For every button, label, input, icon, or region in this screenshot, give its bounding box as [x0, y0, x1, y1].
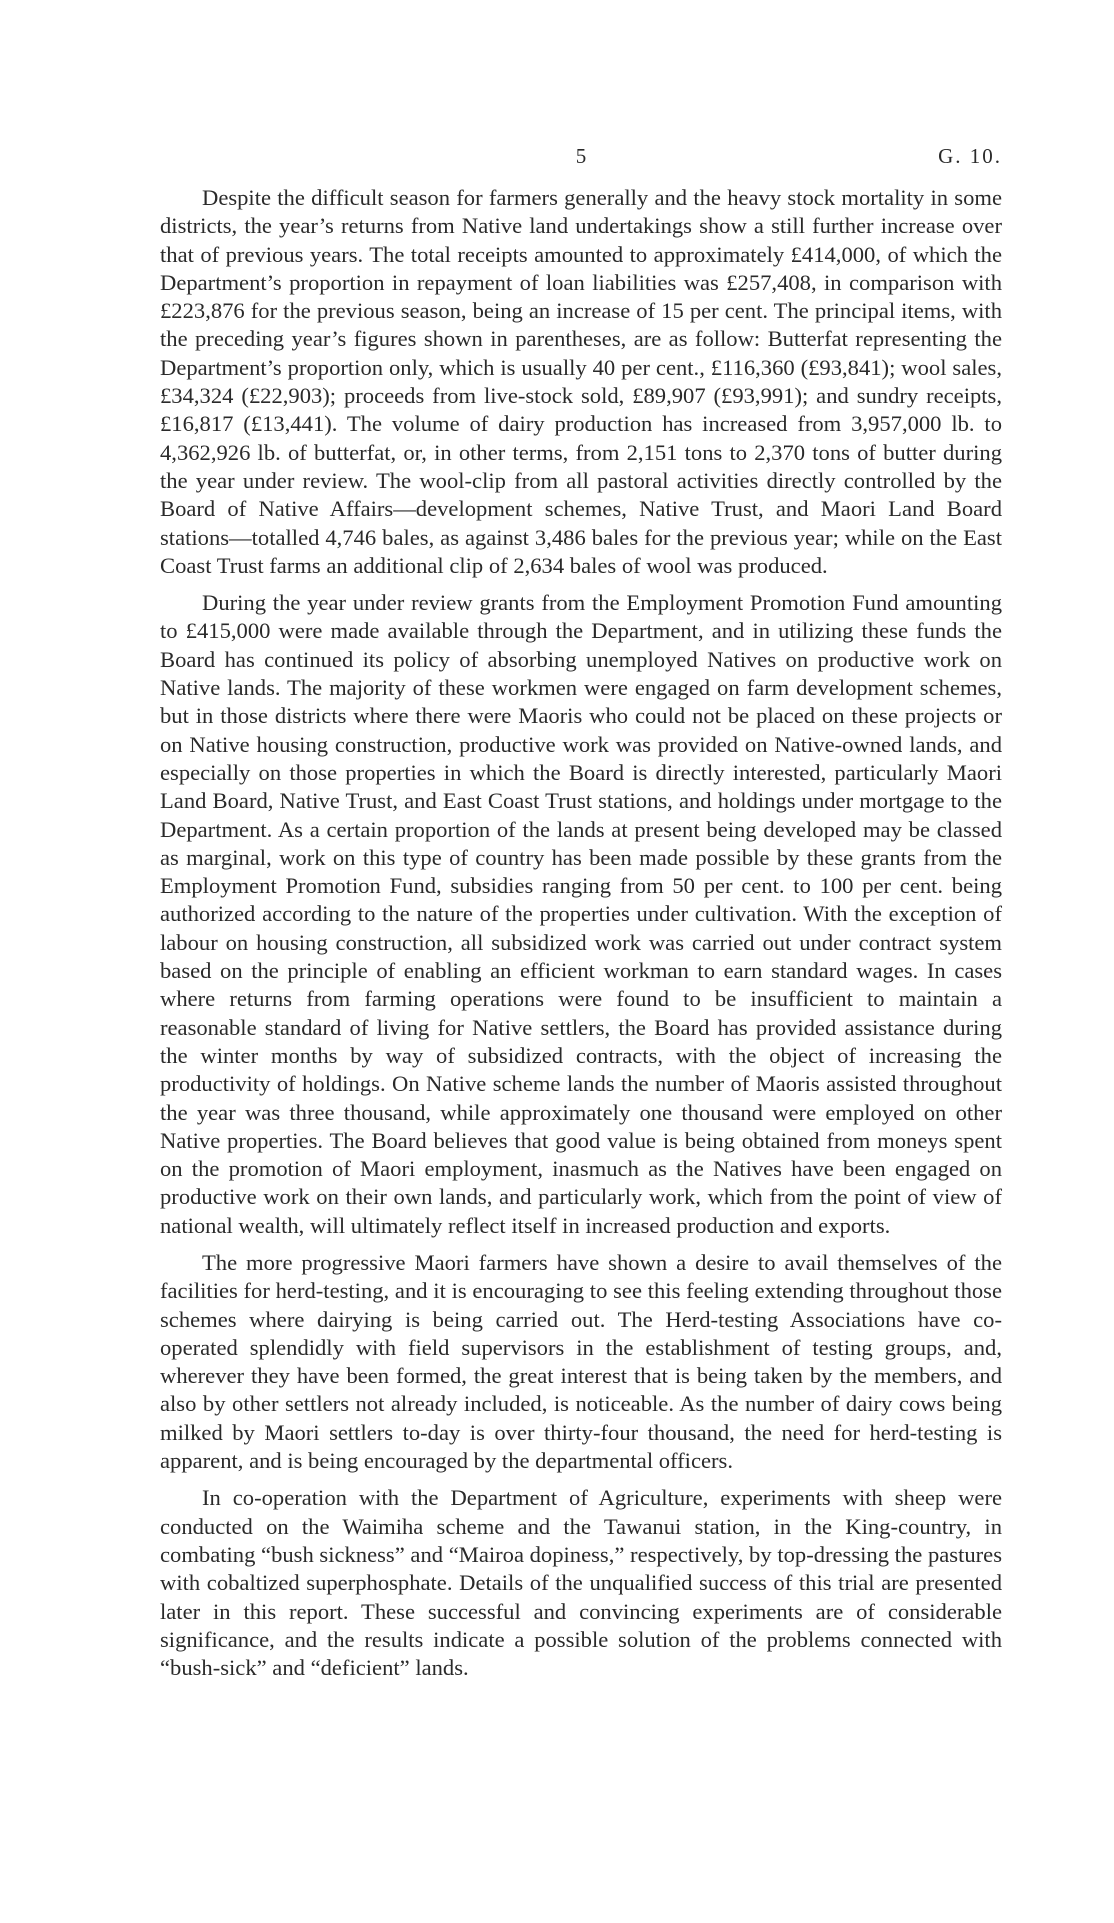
page-header [160, 144, 1002, 174]
paragraph-employment: During the year under review grants from the Employment Promotion Fund amounting to £415,000 were made available through the Department, and in utilizing these funds the Board has continued its policy of absorbing unemployed Natives on productive work on Native lands. The majority of these workmen were engaged on farm development schemes, but in those districts where there were Maoris who could not be placed on these projects or on Native housing construction, productive work was provided on Native-owned lands, and especially on those properties in which the Board is directly interested, particularly Maori Land Board, Native Trust, and East Coast Trust stations, and holdings under mortgage to the Department. As a certain proportion of the lands at present being developed may be classed as marginal, work on this type of country has been made possible by these grants from the Employment Promotion Fund, subsidies ranging from 50 per cent. to 100 per cent. being authorized according to the nature of the properties under cultivation. With the exception of labour on housing construction, all subsidized work was carried out under contract system based on the principle of enabling an efficient workman to earn standard wages. In cases where returns from farming operations were found to be insufficient to maintain a reasonable standard of living for Native settlers, the Board has provided assistance during the winter months by way of subsidized contracts, with the object of increasing the productivity of holdings. On Native scheme lands the number of Maoris assisted throughout the year was three thousand, while approximately one thousand were employed on other Native properties. The Board believes that good value is being obtained from moneys spent on the promotion of Maori employment, inasmuch as the Natives have been engaged on productive work on their own lands, and particularly work, which from the point of view of national wealth, will ultimately reflect itself in increased production and exports. [160, 590, 1002, 1238]
body-text [160, 184, 1002, 1691]
document-reference: G. 10. [938, 144, 1002, 168]
paragraph-experiments: In co-operation with the Department of Agriculture, experiments with sheep were conducted on the Waimiha scheme and the Tawanui station, in the King-country, in combating “bush sickness” and “Mairoa dopiness,” respectively, by top-dressing the pastures with cobaltized superphosphate. Details of the unqualified success of this trial are presented later in this report. These successful and convincing experiments are of considerable significance, and the results indicate a possible solution of the problems connected with “bush-sick” and “deficient” lands. [160, 1485, 1002, 1681]
paragraph-revenue: Despite the difficult season for farmers generally and the heavy stock mortality in some districts, the year’s returns from Native land undertakings show a still further increase over that of previous years. The total receipts amounted to approximately £414,000, of which the Department’s proportion in repayment of loan liabilities was £257,408, in comparison with £223,876 for the previous season, being an increase of 15 per cent. The principal items, with the preceding year’s figures shown in parentheses, are as follow: Butterfat representing the Department’s proportion only, which is usually 40 per cent., £116,360 (£93,841); wool sales, £34,324 (£22,903); proceeds from live-stock sold, £89,907 (£93,991); and sundry receipts, £16,817 (£13,441). The volume of dairy production has increased from 3,957,000 lb. to 4,362,926 lb. of butterfat, or, in other terms, from 2,151 tons to 2,370 tons of butter during the year under review. The wool-clip from all pastoral activities directly controlled by the Board of Native Affairs—development schemes, Native Trust, and Maori Land Board stations—totalled 4,746 bales, as against 3,486 bales for the previous year; while on the East Coast Trust farms an additional clip of 2,634 bales of wool was produced. [160, 185, 1002, 578]
page-number: 5 [575, 144, 587, 168]
paragraph-herd-testing: The more progressive Maori farmers have shown a desire to avail themselves of the facilities for herd-testing, and it is encouraging to see this feeling extending throughout those schemes where dairying is being carried out. The Herd-testing Associations have co-operated splendidly with field supervisors in the establishment of testing groups, and, wherever they have been formed, the great interest that is being taken by the members, and also by other settlers not already included, is noticeable. As the number of dairy cows being milked by Maori settlers to-day is over thirty-four thousand, the need for herd-testing is apparent, and is being encouraged by the departmental officers. [160, 1249, 1002, 1474]
